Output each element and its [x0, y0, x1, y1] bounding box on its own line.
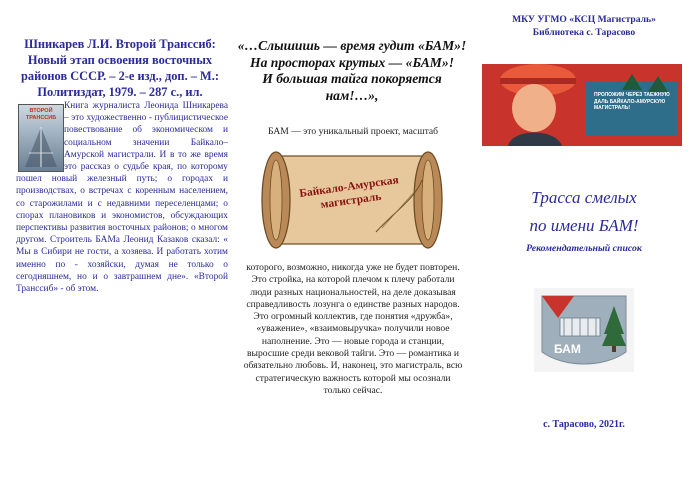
page-title — [468, 184, 700, 240]
badge-art — [534, 288, 634, 372]
organization-name: МКУ УГМО «КСЦ Магистраль» — [512, 14, 656, 25]
library-name: Библиотека с. Тарасово — [532, 26, 636, 38]
bam-poster-image — [482, 64, 682, 146]
poem-line: На просторах крутых — «БАМ»! — [250, 54, 454, 70]
poem-line: «…Слышишь — время гудит «БАМ»! — [237, 38, 467, 53]
poem-quote — [236, 38, 468, 104]
scroll-illustration — [246, 140, 458, 258]
bibliography-entry: Шникарев Л.И. Второй Транссиб: Новый этап освоения восточных районов СССР. – 2-е изд., доп. – М.: Политиздат, 1979. – 287 с., ил. — [21, 37, 219, 99]
bam-badge-image — [534, 288, 634, 372]
title-line: Трасса смелых — [531, 188, 637, 207]
right-panel — [468, 0, 700, 495]
book-description — [16, 100, 228, 295]
middle-panel — [236, 0, 468, 495]
title-line: по имени БАМ! — [529, 216, 639, 235]
poster-slogan: ПРОЛОЖИМ ЧЕРЕЗ ТАЕЖНУЮ ДАЛЬ БАЙКАЛО-АМУРСКУЮ МАГИСТРАЛЬ! — [594, 92, 670, 111]
place-and-year: с. Тарасово, 2021г. — [543, 419, 625, 430]
badge-text: БАМ — [554, 342, 581, 356]
book-description-text: Книга журналиста Леонида Шникарева – это художественно - публицистическое повествование об экономическом и социальном значении Байкало– Амурской магистрали. И в то же время это рассказ о судьбе края, по которому пошел новый железный путь; о городах и производствах, о встречах с коренным населением, со старожилами и с недавними переселенцами; о спорах плановиков и экономистов, обсуждающих перспективы развития восточных районов; о многом другом. Строитель БАМа Леонид Казаков сказал: « Мы в Сибири не гости, а хозяева. И работать хотим именно по - хозяйски, думая не только о сегодняшнем, но и о завтрашнем дне». «Второй Транссиб» - об этом. — [16, 101, 228, 295]
scroll-label: Байкало-Амурская магистраль — [298, 174, 400, 212]
intro-text: БАМ — это уникальный проект, масштаб — [267, 126, 439, 137]
bam-description: которого, возможно, никогда уже не будет повторен. Это стройка, на которой плечом к плечу работали люди разных национальностей, на деле доказывая справедливость лозунга о единстве разных народов. Это огромный коллектив, где понятия «дружба», «уважение», «взаимовыручка» получили новое наполнение. Это — новые города и станции, выросшие среди вековой тайги. Это — романтика и обязательно любовь. И, наконец, это магистраль, всю стратегическую важность которой мы осознали только сейчас. — [243, 262, 463, 396]
organization-header — [468, 14, 700, 39]
poem-line: И большая тайга покоряется нам!…», — [262, 71, 442, 103]
left-panel — [0, 0, 236, 495]
subtitle: Рекомендательный список — [526, 243, 642, 254]
book-cover-title: ВТОРОЙ ТРАНССИБ — [25, 108, 57, 121]
